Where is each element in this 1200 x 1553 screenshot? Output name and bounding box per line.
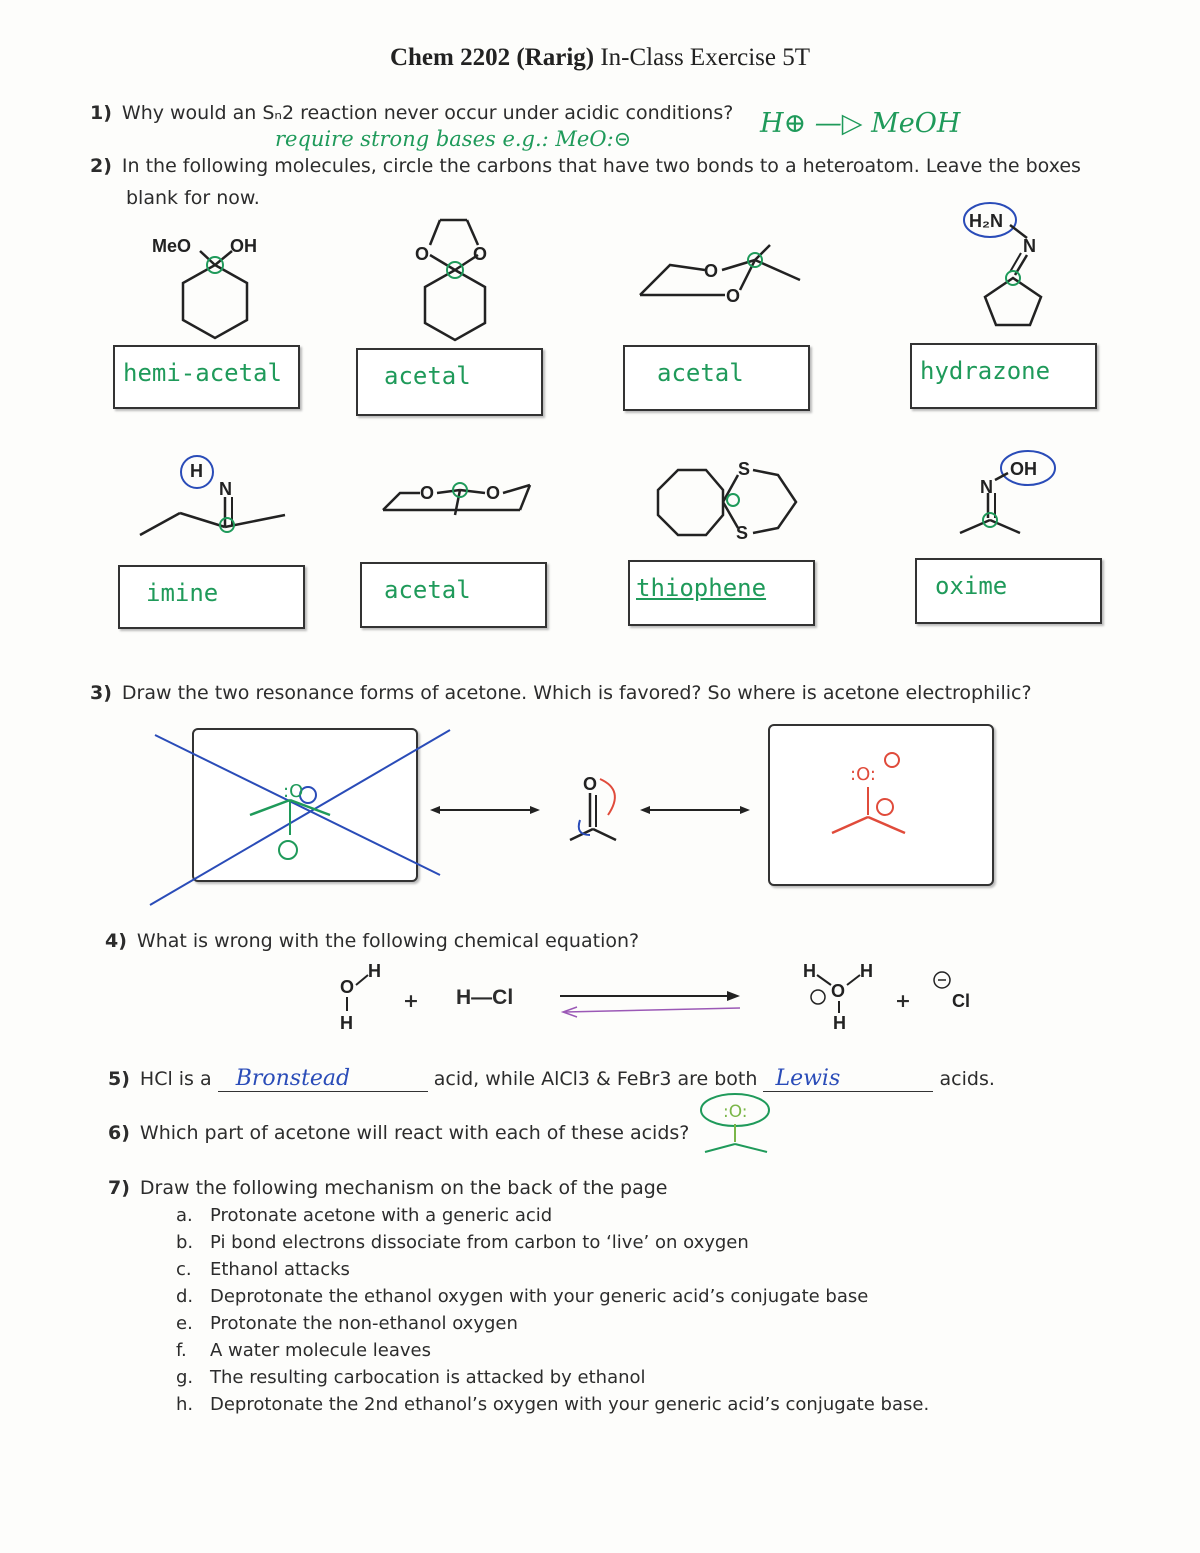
mol4-atom-b: N [1023,236,1036,256]
step-b: b. Pi bond electrons dissociate from carbon to ‘live’ on oxygen [176,1232,749,1253]
mol6-atom-b: O [486,483,501,503]
answer-5a: Bronstead [235,1066,351,1091]
question-4: 4) What is wrong with the following chemical equation? [105,930,640,952]
molecule-acetal-3 [375,475,545,530]
answer-1a: require strong bases e.g.: MeO:⊝ [275,127,632,151]
svg-text:H: H [833,1013,846,1033]
svg-text::O:: :O: [723,1102,748,1122]
molecule-acetal-2 [630,240,810,325]
question-3: 3) Draw the two resonance forms of acetone. Which is favored? So where is acetone electrophilic? [90,682,1032,704]
equation-water [330,955,390,1040]
equation-plus-2: + [895,990,911,1012]
equation-plus-1: + [403,990,419,1012]
question-2: 2) In the following molecules, circle the carbons that have two bonds to a heteroatom. Leave the boxes [90,155,1081,177]
answer-1b: H⊕ —▷ MeOH [760,108,961,139]
question-1: 1) Why would an Sₙ2 reaction never occur under acidic conditions? [90,102,734,124]
question-5: 5) HCl is a Bronstead acid, while AlCl3 & FeBr3 are both Lewis acids. [108,1066,995,1091]
mol1-atom-a: MeO [152,236,192,256]
svg-text:O: O [831,981,846,1001]
molecule-thioacetal [648,455,808,550]
question-7: 7) Draw the following mechanism on the back of the page [108,1177,668,1199]
svg-text:O: O [583,774,598,794]
mol2-atom-b: O [473,244,488,264]
mol8-atom-b: OH [1010,459,1037,479]
mol6-atom-a: O [420,483,435,503]
svg-text:H: H [340,1013,353,1033]
mol5-atom-b: N [219,479,232,499]
question-2-line2: blank for now. [126,187,260,209]
molecule-hemiacetal [140,225,300,350]
answer-box-3[interactable]: acetal [623,345,810,411]
molecule-acetal-1 [385,215,505,350]
mol8-atom-a: N [980,477,993,497]
svg-text:Cl: Cl [952,991,970,1011]
svg-text:H: H [803,961,816,981]
step-c: c. Ethanol attacks [176,1259,350,1280]
molecule-imine [135,455,295,550]
answer-box-1[interactable]: hemi-acetal [113,345,300,409]
answer-box-6[interactable]: acetal [360,562,547,628]
acetone-answer-drawing [695,1090,785,1165]
equation-arrow [555,982,755,1027]
step-e: e. Protonate the non-ethanol oxygen [176,1313,518,1334]
equation-hcl: H—Cl [456,986,514,1009]
answer-box-8[interactable]: oxime [915,558,1102,624]
resonance-left-drawing [150,725,470,920]
mechanism-steps [176,1205,929,1421]
question-6: 6) Which part of acetone will react with each of these acids? [108,1122,690,1144]
molecule-hydrazone [965,200,1075,335]
molecule-oxime [950,448,1070,543]
svg-text:H: H [368,961,381,981]
step-f: f. A water molecule leaves [176,1340,431,1361]
svg-text:O: O [340,977,355,997]
mol3-atom-b: O [726,286,741,306]
mol3-atom-a: O [704,261,719,281]
step-d: d. Deprotonate the ethanol oxygen with your generic acid’s conjugate base [176,1286,869,1307]
answer-box-4[interactable]: hydrazone [910,343,1097,409]
equation-hydronium [795,955,885,1040]
mol7-atom-a: S [738,459,751,479]
answer-box-2[interactable]: acetal [356,348,543,416]
resonance-arrows [430,765,760,860]
step-g: g. The resulting carbocation is attacked by ethanol [176,1367,646,1388]
mol5-atom-a: H [190,461,203,481]
svg-text:H: H [860,961,873,981]
mol7-atom-b: S [736,523,749,543]
svg-text::O:: :O: [850,764,876,785]
answer-5b: Lewis [775,1066,841,1091]
mol1-atom-b: OH [230,236,257,256]
step-h: h. Deprotonate the 2nd ethanol’s oxygen with your generic acid’s conjugate base. [176,1394,930,1415]
svg-text::O: :O [283,781,304,802]
mol4-atom-a: H₂N [969,211,1003,231]
page-title: Chem 2202 (Rarig) In-Class Exercise 5T [389,44,811,71]
mol2-atom-a: O [415,244,430,264]
answer-box-7[interactable]: thiophene [628,560,815,626]
resonance-right-drawing [820,745,930,850]
equation-chloride [930,965,990,1020]
answer-box-5[interactable]: imine [118,565,305,629]
step-a: a. Protonate acetone with a generic acid [176,1205,553,1226]
